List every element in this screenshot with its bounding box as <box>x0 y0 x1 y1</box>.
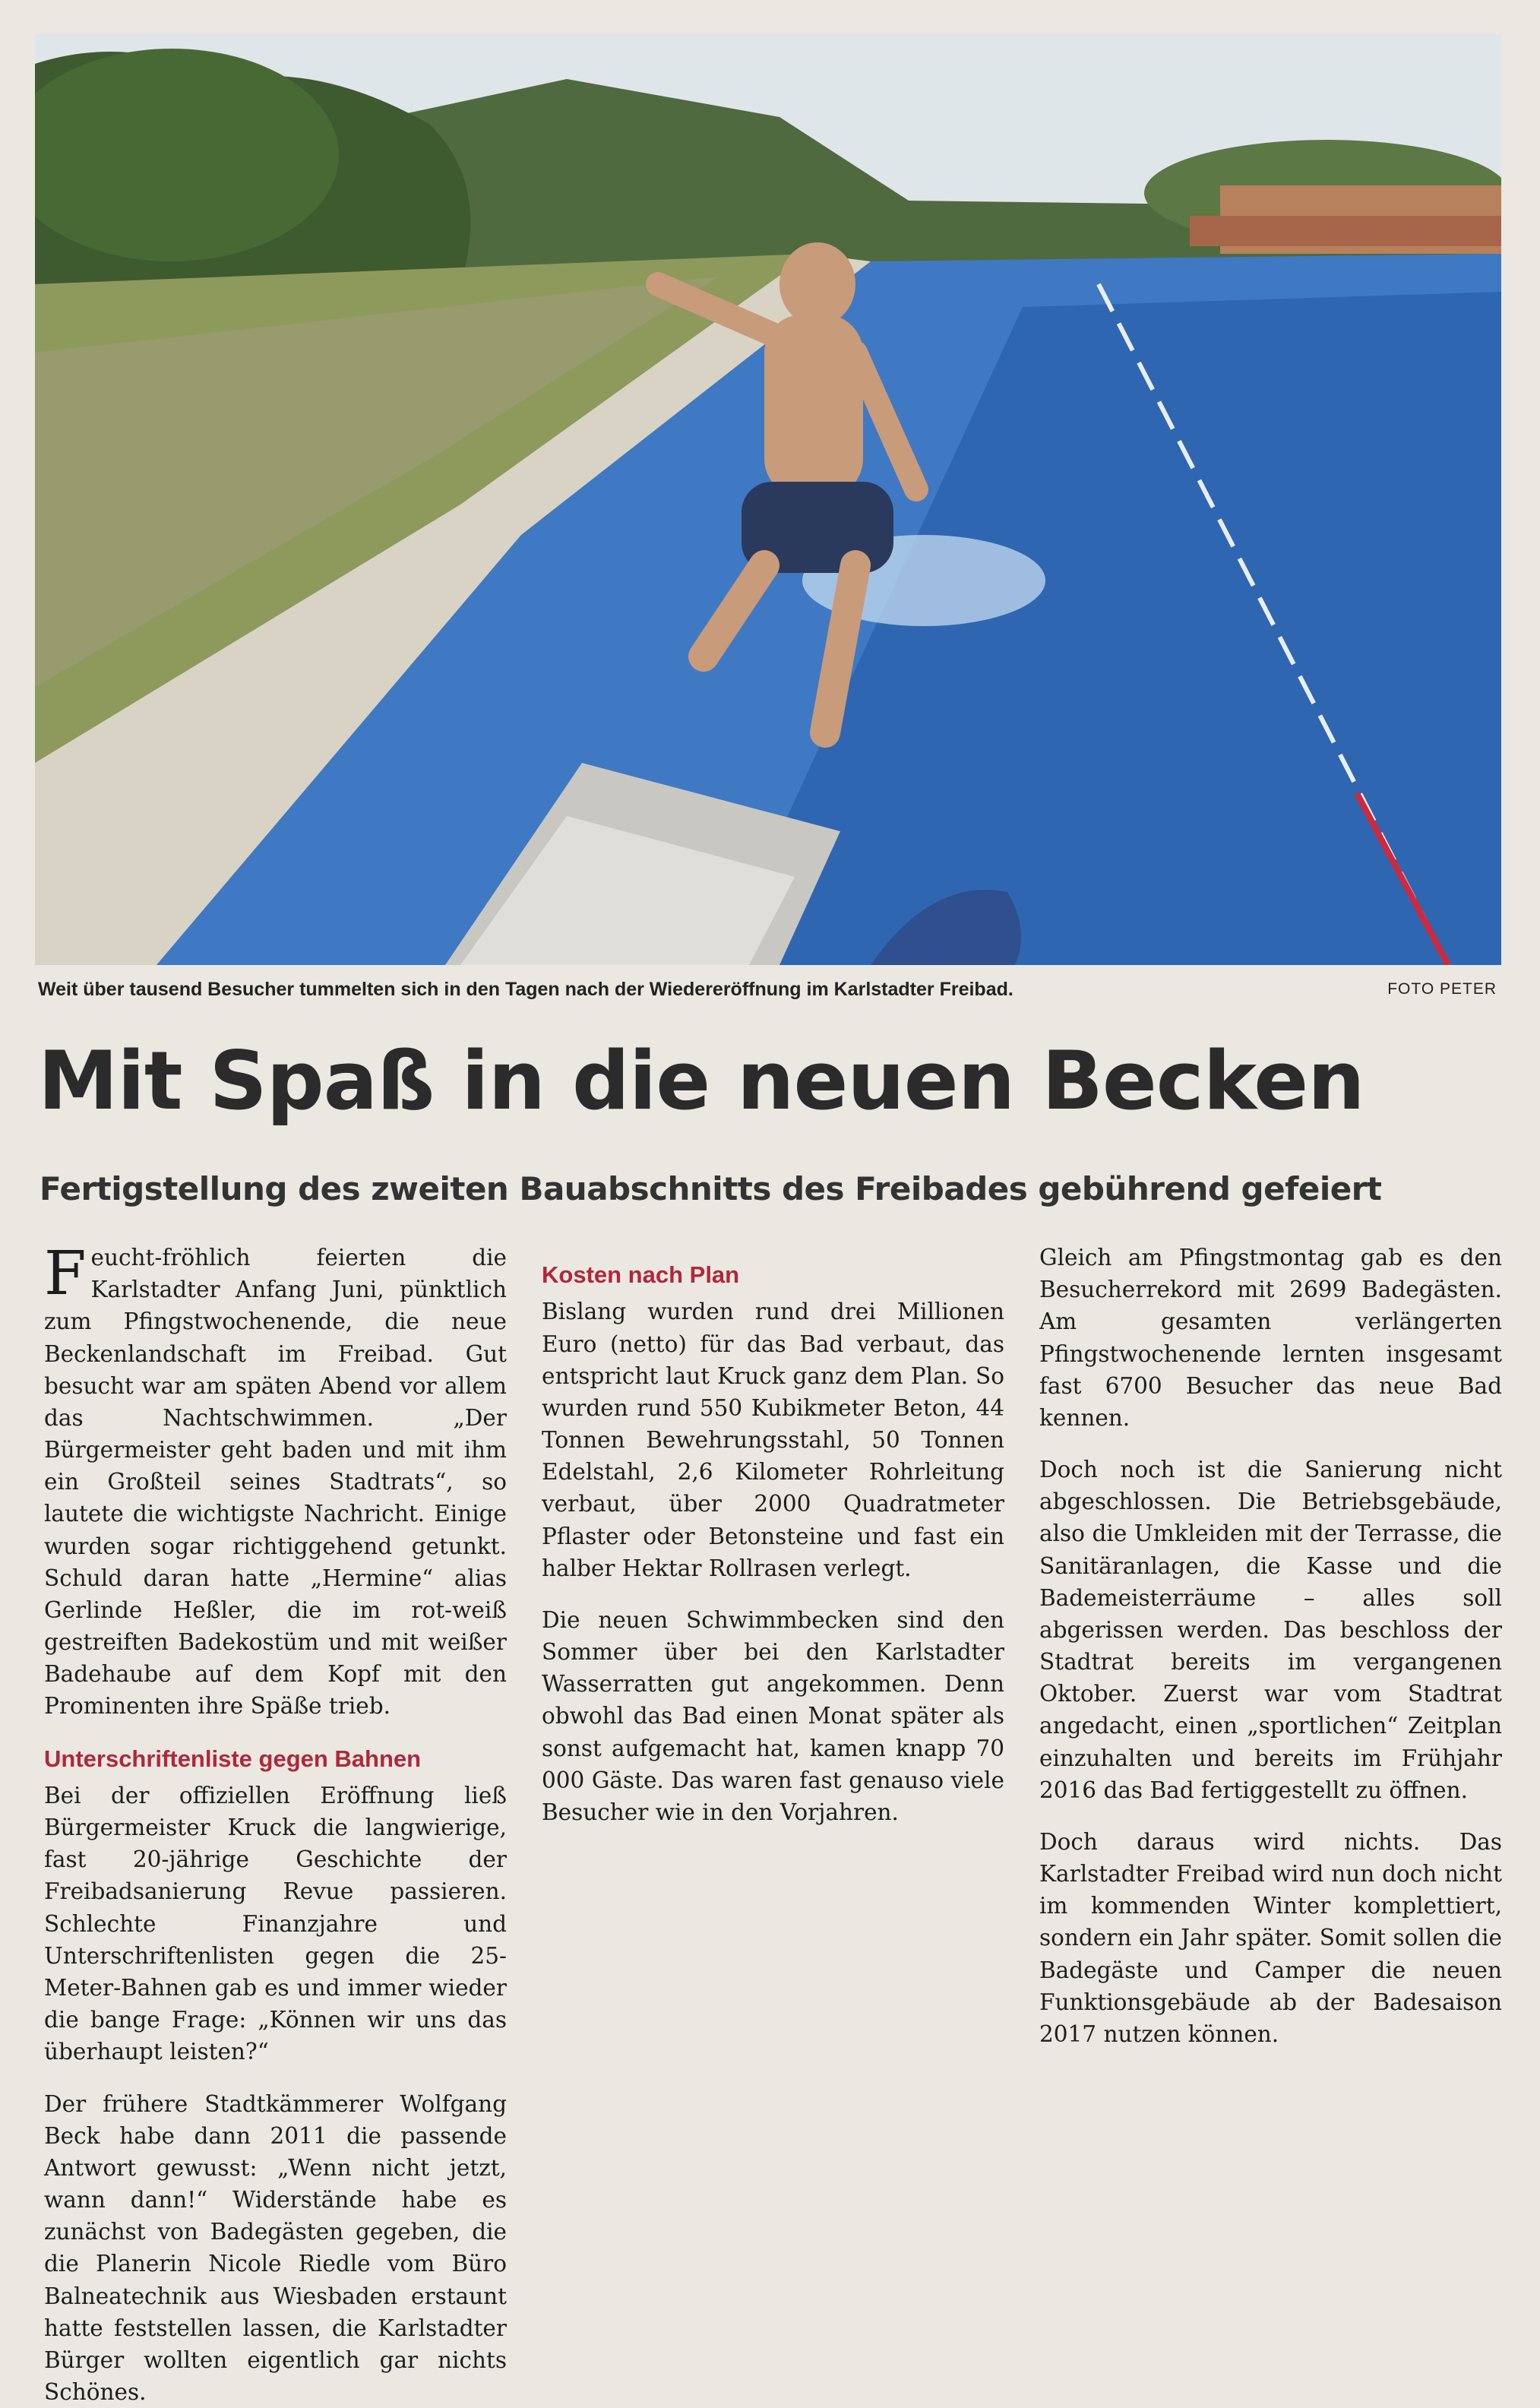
caption-text: Weit über tausend Besucher tummelten sich in den Tagen nach der Wiedereröffnung im Karlstadter Freibad. <box>38 979 1013 1000</box>
paragraph <box>44 1238 507 1723</box>
paragraph: Bislang wurden rund drei Millionen Euro (netto) für das Bad verbaut, das entspricht laut Kruck ganz dem Plan. So wurden rund 550 Kubikmeter Beton, 44 Tonnen Bewehrungsstahl, 50 Tonnen Edelstahl, 2,6 Kilometer Rohrleitung verbaut, über 2000 Quadratmeter Pflaster oder Betonsteine und fast ein halber Hektar Rollrasen verlegt. <box>542 1299 1004 1581</box>
photo-caption <box>38 979 1497 1009</box>
headline: Mit Spaß in die neuen Becken <box>38 1034 1364 1128</box>
pool-photo <box>35 33 1501 965</box>
paragraph-text: Der frühere Stadtkämmerer Wolfgang Beck habe dann 2011 die passende Antwort gewusst: „Wenn nicht jetzt, wann dann!“ Widerstände habe es zunächst von Badegästen gegeben, die die Planerin Nicole Riedle vom Büro Balneatechnik aus Wiesbaden erstaunt hatte feststellen lassen, die Karlstadter Bürger wollten eigentlich gar nichts Schönes. <box>44 2090 507 2406</box>
subheading: Kosten nach Plan <box>542 1261 740 1288</box>
paragraph: Bei der offiziellen Eröffnung ließ Bürgermeister Kruck die langwierige, fast 20-jährige Geschichte der Freibadsanierung Revue passieren. Schlechte Finanzjahre und Unterschriftenlisten gegen die 25-Meter-Bahnen gab es und immer wieder die bange Frage: „Können wir uns das überhaupt leisten?“ <box>44 1782 507 2065</box>
pool-photo-illustration <box>35 33 1501 965</box>
paragraph: Gleich am Pfingstmontag gab es den Besucherrekord mit 2699 Badegästen. Am gesamten verlängerten Pfingstwochenende lernten insgesamt fast 6700 Besucher das neue Bad kennen. <box>1039 1245 1502 1431</box>
paragraph: Doch daraus wird nichts. Das Karlstadter Freibad wird nun doch nicht im kommenden Winter komplettiert, sondern ein Jahr später. Somit sollen die Badegäste und Camper die neuen Funktionsgebäude ab der Badesaison 2017 nutzen können. <box>1039 1828 1502 2047</box>
paragraph <box>44 2088 507 2408</box>
dropcap: F <box>44 1238 87 1308</box>
article-column-2 <box>542 1242 1004 2153</box>
subheadline: Fertigstellung des zweiten Bauabschnitts des Freibades gebührend gefeiert <box>40 1170 1382 1207</box>
paragraph: Doch noch ist die Sanierung nicht abgeschlossen. Die Betriebsgebäude, also die Umkleiden mit der Terrasse, die Sanitäranlagen, die Kasse und die Bademeisterräume – alles soll abgerissen werden. Das beschloss der Stadtrat bereits im vergangenen Oktober. Zuerst war vom Stadtrat angedacht, einen „sportlichen“ Zeitplan einzuhalten und bereits im Frühjahr 2016 das Bad fertiggestellt zu öffnen. <box>1039 1457 1502 1803</box>
article-body <box>44 1238 1503 2406</box>
article-column-3 <box>1039 1242 1502 2153</box>
subheading: Unterschriftenliste gegen Bahnen <box>44 1745 422 1772</box>
paragraph-text: eucht-fröhlich feierten die Karlstadter Anfang Juni, pünktlich zum Pfingstwochenende, die neue Beckenlandschaft im Freibad. Gut besucht war am späten Abend vor allem das Nachtschwimmen. „Der Bürgermeister geht baden und mit ihm ein Großteil seines Stadtrats“, so lautete die wichtigste Nachricht. Einige wurden sogar richtiggehend getunkt. Schuld daran hatte „Hermine“ alias Gerlinde Heßler, die im rot-weiß gestreiften Badekostüm und mit weißer Badehaube auf dem Kopf mit den Prominenten ihre Späße trieb. <box>44 1245 507 1720</box>
article-column-1 <box>44 1238 507 2406</box>
photo-credit: FOTO PETER <box>1387 980 1497 998</box>
paragraph: Die neuen Schwimmbecken sind den Sommer über bei den Karlstadter Wasserratten gut angekommen. Denn obwohl das Bad einen Monat später als sonst aufgemacht hat, kamen knapp 70 000 Gäste. Das waren fast genauso viele Besucher wie in den Vorjahren. <box>542 1606 1004 1825</box>
